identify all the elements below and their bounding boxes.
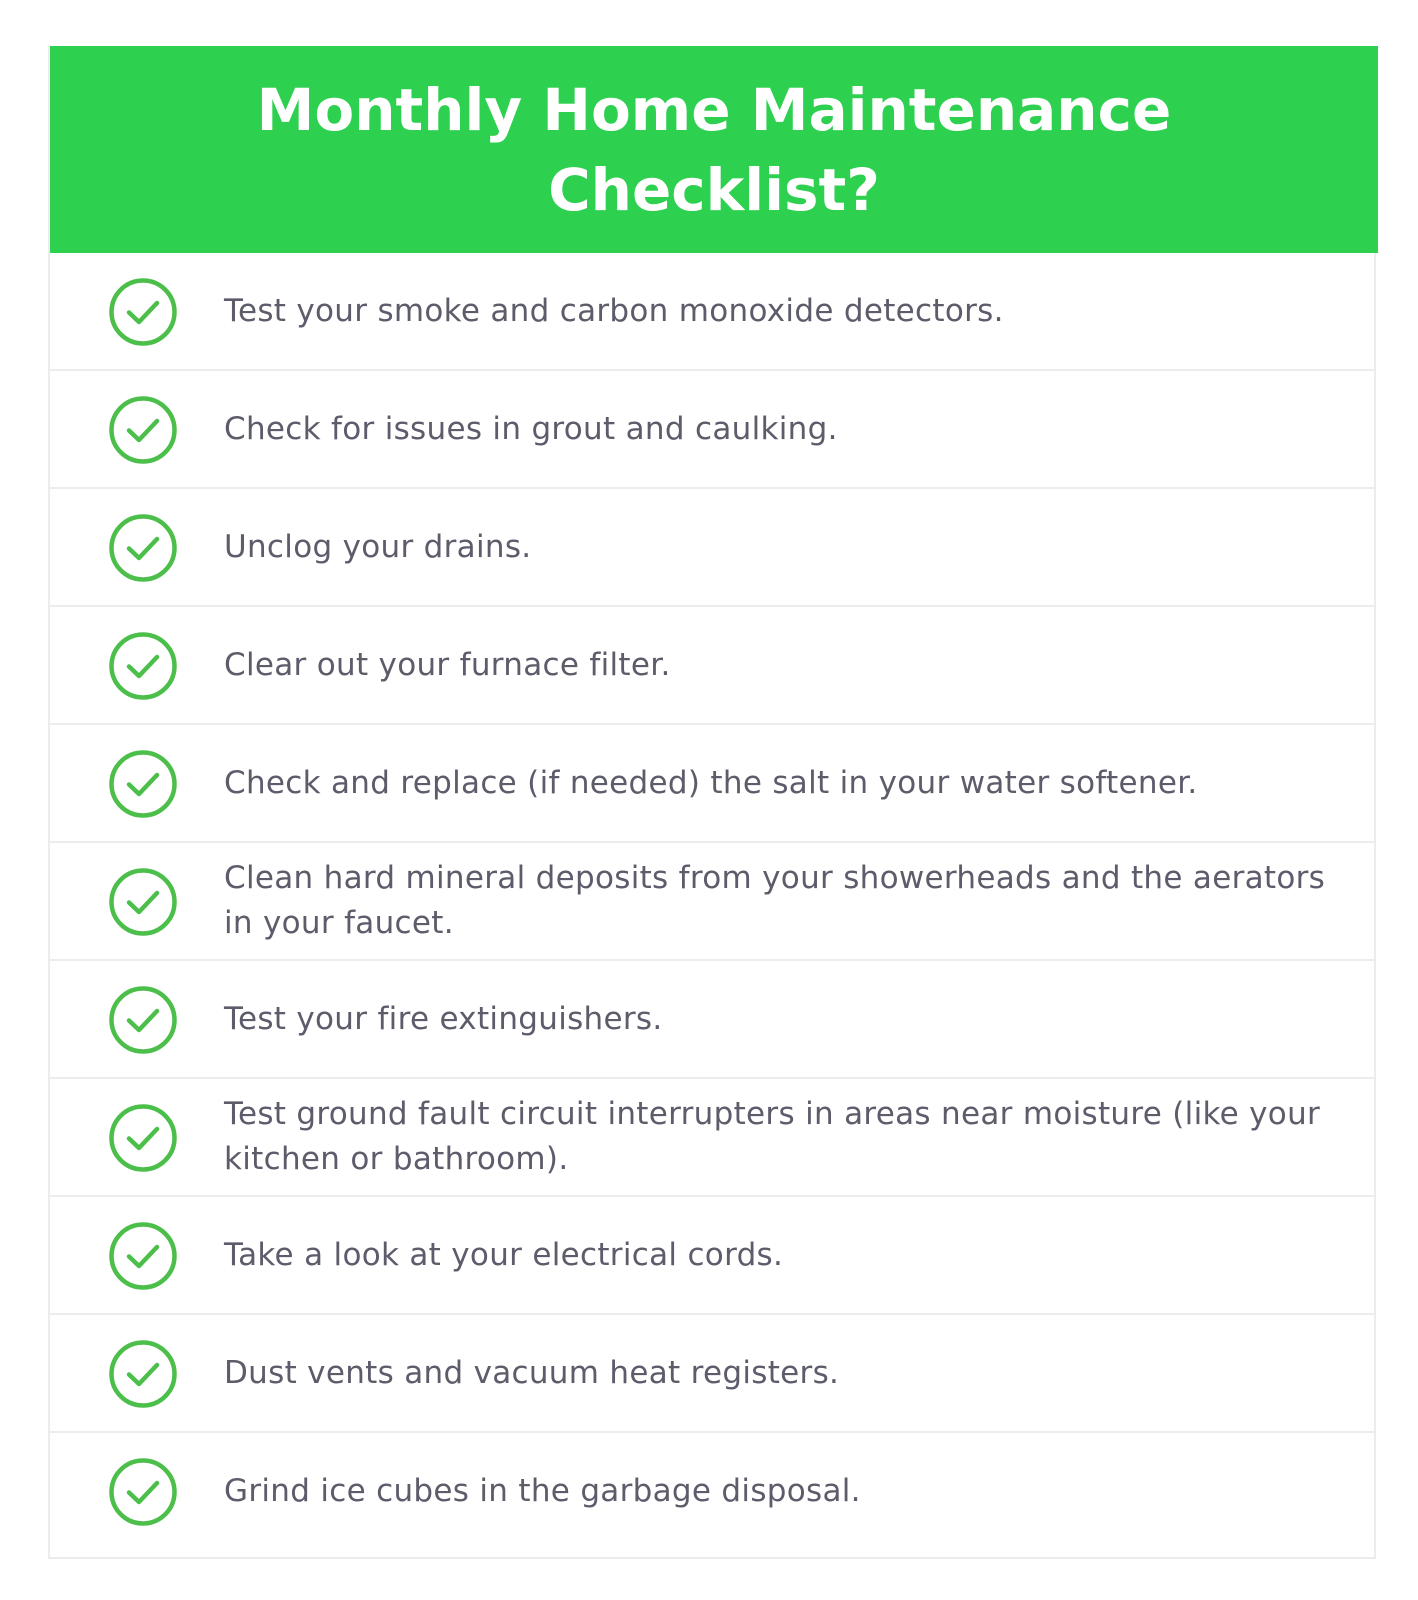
check-circle-icon [108,1221,178,1291]
checklist-title: Monthly Home Maintenance Checklist? [256,75,1172,224]
check-circle-icon [108,985,178,1055]
check-circle-icon [108,631,178,701]
checklist-item [50,253,1374,371]
check-circle-icon [108,395,178,465]
checklist-item [50,843,1374,961]
checklist-item [50,1079,1374,1197]
checklist-item-label: Take a look at your electrical cords. [224,1236,784,1273]
check-circle-icon [108,513,178,583]
checklist-item [50,607,1374,725]
checklist-item-label: Unclog your drains. [224,528,532,565]
checklist-item-label: Clean hard mineral deposits from your showerheads and the aerators in your faucet. [224,860,1326,941]
checklist-item [50,1197,1374,1315]
checklist-item [50,371,1374,489]
checklist-item-label: Check for issues in grout and caulking. [224,410,838,447]
checklist-list [50,253,1374,1551]
checklist-item-label: Check and replace (if needed) the salt in your water softener. [224,764,1198,801]
checklist-item [50,1315,1374,1433]
check-circle-icon [108,1339,178,1409]
check-circle-icon [108,1457,178,1527]
checklist-header [50,46,1378,253]
checklist-item [50,961,1374,1079]
checklist-item [50,1433,1374,1551]
checklist-item-label: Test ground fault circuit interrupters in areas near moisture (like your kitchen or bathroom). [224,1096,1321,1177]
check-circle-icon [108,867,178,937]
check-circle-icon [108,277,178,347]
checklist-item [50,489,1374,607]
checklist-item [50,725,1374,843]
checklist-item-label: Clear out your furnace filter. [224,646,671,683]
checklist-item-label: Test your fire extinguishers. [224,1000,663,1037]
checklist-item-label: Grind ice cubes in the garbage disposal. [224,1472,861,1509]
check-circle-icon [108,1103,178,1173]
checklist-item-label: Dust vents and vacuum heat registers. [224,1354,840,1391]
checklist-item-label: Test your smoke and carbon monoxide detectors. [224,292,1004,329]
check-circle-icon [108,749,178,819]
checklist-card [48,46,1376,1559]
